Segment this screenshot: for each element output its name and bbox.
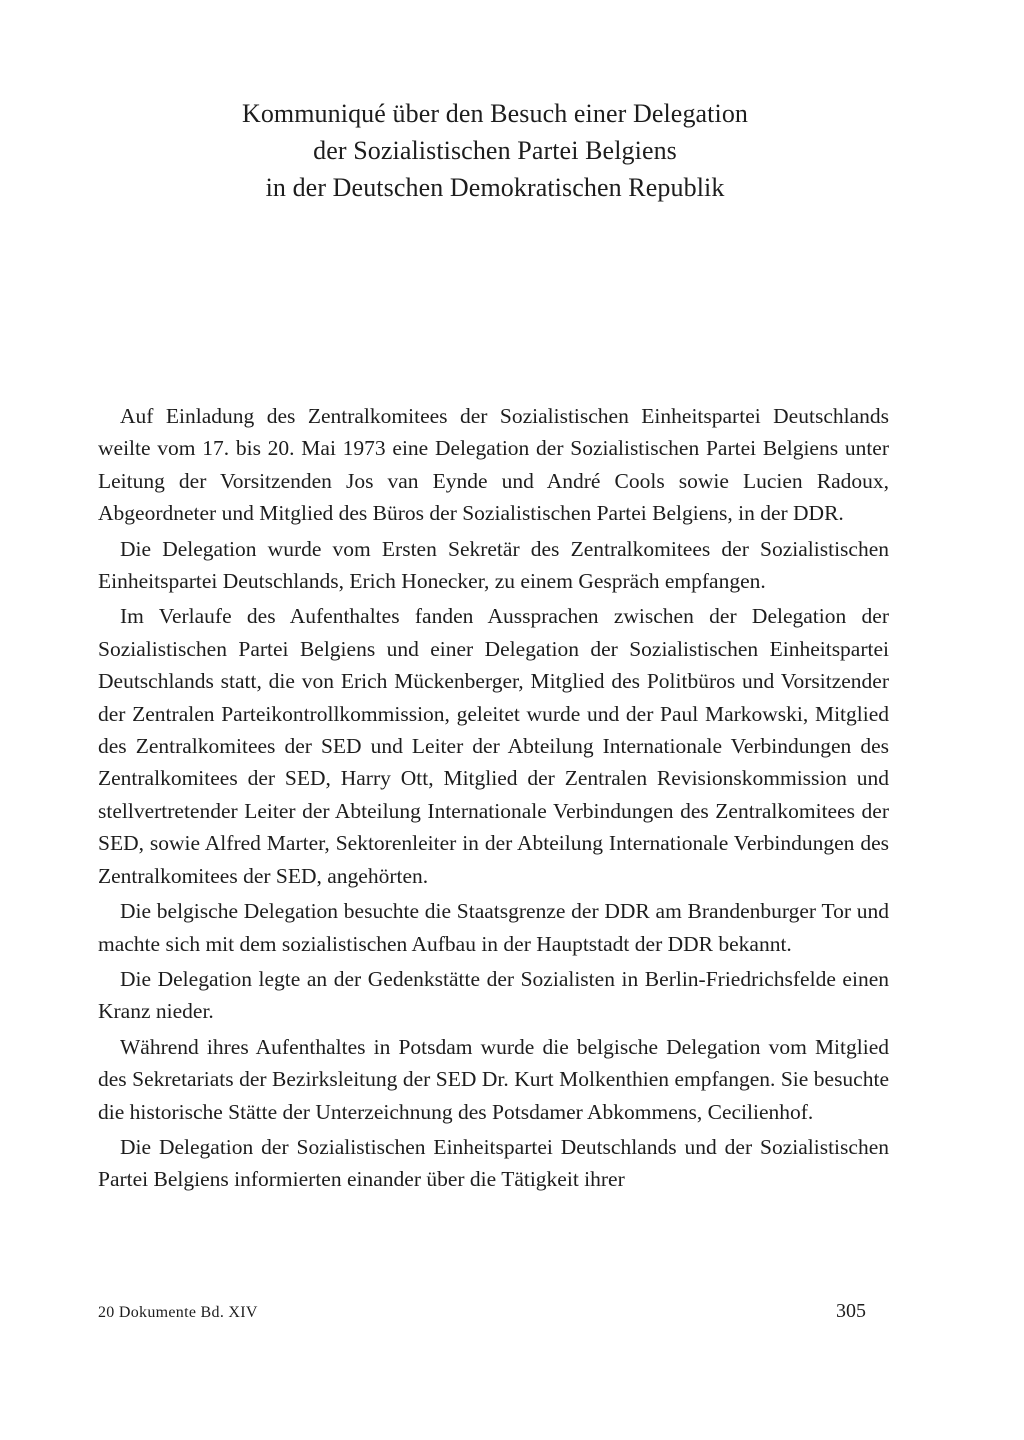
document-title bbox=[150, 95, 840, 206]
paragraph: Im Verlaufe des Aufenthaltes fanden Aussprachen zwischen der Delegation der Sozialistischen Partei Belgiens und einer Delegation der Sozialistischen Einheitspartei Deutschlands statt, die von Erich Mückenberger, Mitglied des Politbüros und Vorsitzender der Zentralen Parteikontrollkommission, geleitet wurde und der Paul Markowski, Mitglied des Zentralkomitees der SED und Leiter der Abteilung Internationale Verbindungen des Zentralkomitees der SED, Harry Ott, Mitglied der Zentralen Revisionskommission und stellvertretender Leiter der Abteilung Internationale Verbindungen des Zentralkomitees der SED, sowie Alfred Marter, Sektorenleiter in der Abteilung Internationale Verbindungen des Zentralkomitees der SED, angehörten. bbox=[98, 604, 889, 888]
page-number: 305 bbox=[836, 1300, 866, 1322]
title-line: Kommuniqué über den Besuch einer Delegation bbox=[241, 99, 749, 128]
paragraph: Die Delegation wurde vom Ersten Sekretär des Zentralkomitees der Sozialistischen Einheitspartei Deutschlands, Erich Honecker, zu einem Gespräch empfangen. bbox=[98, 536, 889, 594]
paragraph: Die Delegation der Sozialistischen Einheitspartei Deutschlands und der Sozialistischen Partei Belgiens informierten einander über die Tätigkeit ihrer bbox=[98, 1134, 889, 1192]
signature-mark: 20 Dokumente Bd. XIV bbox=[98, 1304, 258, 1321]
paragraph: Die Delegation legte an der Gedenkstätte der Sozialisten in Berlin-Friedrichsfelde einen Kranz nieder. bbox=[98, 966, 889, 1024]
title-line: der Sozialistischen Partei Belgiens bbox=[313, 136, 677, 165]
paragraph: Während ihres Aufenthaltes in Potsdam wurde die belgische Delegation vom Mitglied des Sekretariats der Bezirksleitung der SED Dr. Kurt Molkenthien empfangen. Sie besuchte die historische Stätte der Unterzeichnung des Potsdamer Abkommens, Cecilienhof. bbox=[98, 1034, 889, 1124]
title-line: in der Deutschen Demokratischen Republik bbox=[265, 173, 725, 202]
paragraph: Die belgische Delegation besuchte die Staatsgrenze der DDR am Brandenburger Tor und machte sich mit dem sozialistischen Aufbau in der Hauptstadt der DDR bekannt. bbox=[98, 899, 889, 956]
paragraph: Auf Einladung des Zentralkomitees der Sozialistischen Einheitspartei Deutschlands weilte vom 17. bis 20. Mai 1973 eine Delegation der Sozialistischen Partei Belgiens unter Leitung der Vorsitzenden Jos van Eynde und André Cools sowie Lucien Radoux, Abgeordneter und Mitglied des Büros der Sozialistischen Partei Belgiens, in der DDR. bbox=[98, 404, 889, 526]
body-text bbox=[98, 400, 889, 1199]
